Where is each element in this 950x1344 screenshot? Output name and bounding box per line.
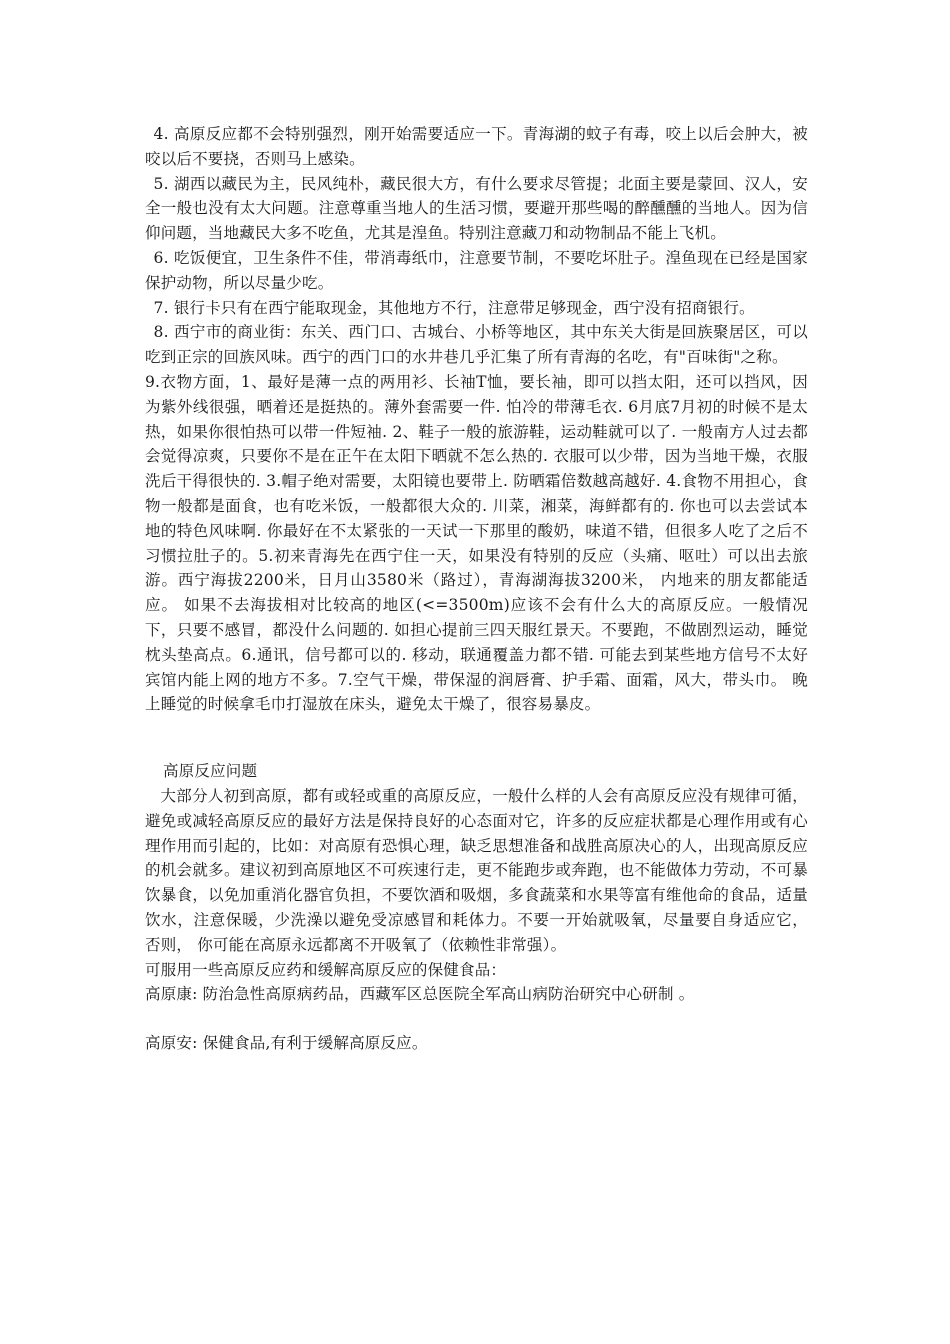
products-intro: 可服用一些高原反应药和缓解高原反应的保健食品：	[145, 960, 507, 979]
paragraph-item-9: 9.衣物方面，1、最好是薄一点的两用衫、长袖T恤，要长袖，即可以挡太阳，还可以挡风，因为紫外线很强，晒着还是挺热的。薄外套需要一件. 怕冷的带薄毛衣. 6月底7月初的时候不是太热，如果你很怕热可以带一件短袖. 2、鞋子一般的旅游鞋，运动鞋就可以了. 一般南方人过去都会觉得凉爽，只要你不是在正午在太阳下晒就不怎么热的. 衣服可以少带，因为当地干燥，衣服洗后干得很快的. 3.帽子绝对需要，太阳镜也要带上. 防晒霜倍数越高越好. 4.食物不用担心，食物一般都是面食，也有吃米饭，一般都很大众的. 川菜，湘菜，海鲜都有的. 你也可以去尝试本地的特色风味啊. 你最好在不太紧张的一天试一下那里的酸奶，味道不错，但很多人吃了之后不习惯拉肚子的。5.初来青海先在西宁住一天，如果没有特别的反应（头痛、呕吐）可以出去旅游。西宁海拔2200米，日月山3580米（路过），青海湖海拔3200米， 内地来的朋友都能适应。 如果不去海拔相对比较高的地区(<=3500m)应该不会有什么大的高原反应。一般情况下，只要不感冒，都没什么问题的. 如担心提前三四天服红景天。不要跑，不做剧烈运动，睡觉枕头垫高点。6.通讯，信号都可以的. 移动，联通覆盖力都不错. 可能去到某些地方信号不太好宾馆内能上网的地方不多。7.空气干燥，带保湿的润唇膏、护手霜、面霜，风大，带头巾。 晚上睡觉的时候拿毛巾打湿放在床头，避免太干燥了，很容易暴皮。	[145, 372, 808, 714]
paragraph-item-5: 5. 湖西以藏民为主，民风纯朴，藏民很大方，有什么要求尽管提；北面主要是蒙回、汉人，安全一般也没有太大问题。注意尊重当地人的生活习惯，要避开那些喝的醉醺醺的当地人。因为信仰问题，当地藏民大多不吃鱼，尤其是湟鱼。特别注意藏刀和动物制品不能上飞机。	[145, 174, 808, 243]
document-body	[145, 122, 808, 1056]
paragraph-item-4: 4. 高原反应都不会特别强烈，刚开始需要适应一下。青海湖的蚊子有毒，咬上以后会肿大，被咬以后不要挠，否则马上感染。	[145, 125, 808, 168]
spacer	[145, 717, 808, 759]
paragraph-item-7: 7. 银行卡只有在西宁能取现金，其他地方不行，注意带足够现金，西宁没有招商银行。	[153, 298, 755, 317]
spacer	[145, 1007, 808, 1031]
section-title: 高原反应问题	[163, 762, 258, 781]
paragraph-item-8: 8. 西宁市的商业街：东关、西门口、古城台、小桥等地区，其中东关大街是回族聚居区，可以吃到正宗的回族风味。西宁的西门口的水井巷几乎汇集了所有青海的名吃，有"百味街"之称。	[145, 323, 808, 367]
paragraph-item-6: 6. 吃饭便宜，卫生条件不佳，带消毒纸巾，注意要节制，不要吃坏肚子。湟鱼现在已经是国家保护动物，所以尽量少吃。	[145, 248, 808, 292]
product-gaoyuankang: 高原康: 防治急性高原病药品，西藏军区总医院全军高山病防治研究中心研制 。	[145, 985, 695, 1004]
section-body: 大部分人初到高原，都有或轻或重的高原反应，一般什么样的人会有高原反应没有规律可循，避免或减轻高原反应的最好方法是保持良好的心态面对它，许多的反应症状都是心理作用或有心理作用而引起的，比如：对高原有恐惧心理，缺乏思想准备和战胜高原决心的人，出现高原反应的机会就多。建议初到高原地区不可疾速行走，更不能跑步或奔跑，也不能做体力劳动，不可暴饮暴食，以免加重消化器官负担，不要饮酒和吸烟，多食蔬菜和水果等富有维他命的食品，适量饮水，注意保暖，少洗澡以避免受凉感冒和耗体力。不要一开始就吸氧，尽量要自身适应它， 否则， 你可能在高原永远都离不开吸氧了（依赖性非常强）。	[145, 786, 808, 954]
product-gaoyuanan: 高原安: 保健食品,有利于缓解高原反应。	[145, 1034, 428, 1053]
